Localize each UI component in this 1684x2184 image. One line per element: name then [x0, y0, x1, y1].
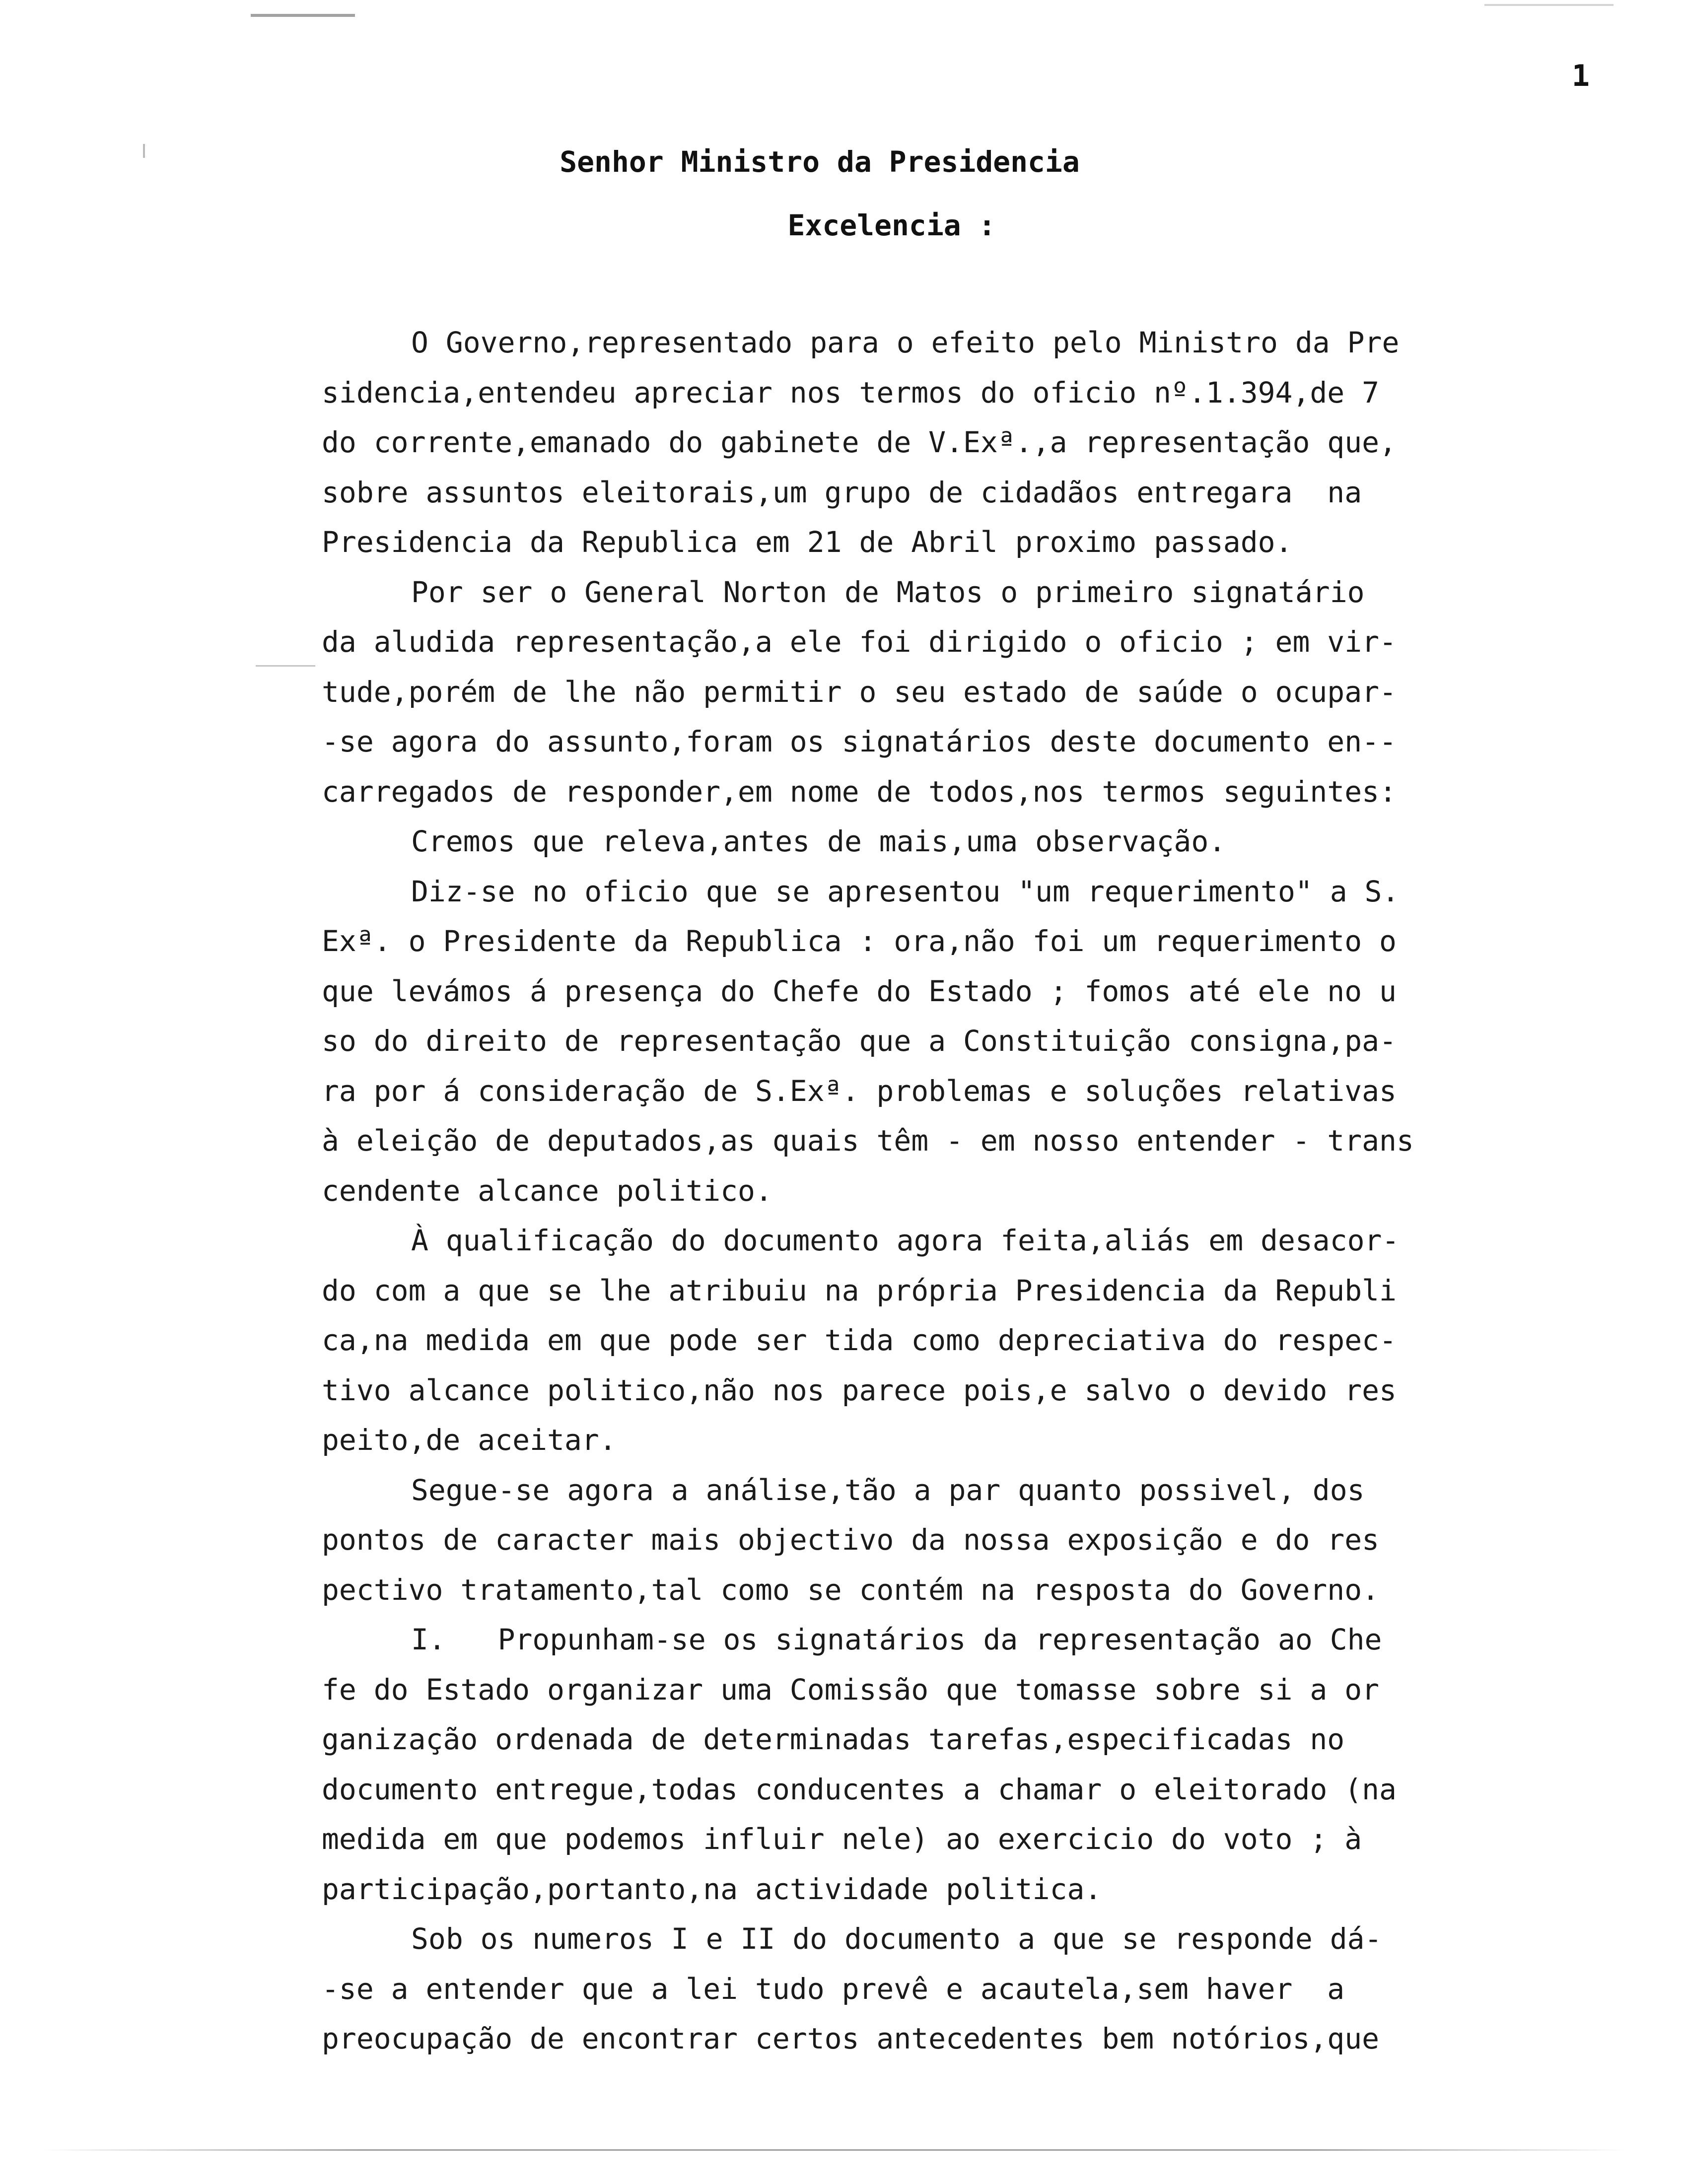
body-line: I. Propunham-se os signatários da representação ao Che	[411, 1623, 1382, 1656]
body-line: preocupação de encontrar certos antecedentes bem notórios,que	[322, 2022, 1380, 2055]
body-line: participação,portanto,na actividade politica.	[322, 1872, 1102, 1906]
scan-artifact-left-dash	[256, 665, 315, 667]
body-line: Sob os numeros I e II do documento a que se responde dá-	[411, 1922, 1382, 1956]
body-line: sobre assuntos eleitorais,um grupo de cidadãos entregara na	[322, 475, 1362, 509]
body-line: -se a entender que a lei tudo prevê e acautela,sem haver a	[322, 1972, 1345, 2006]
scan-artifact-top-left	[251, 14, 355, 17]
body-line: do com a que se lhe atribuiu na própria Presidencia da Republi	[322, 1273, 1397, 1307]
body-line: Cremos que releva,antes de mais,uma observação.	[411, 824, 1226, 858]
body-line: medida em que podemos influir nele) ao exercicio do voto ; à	[322, 1822, 1362, 1856]
page-number: 1	[1571, 59, 1590, 93]
salutation-greeting: Excelencia :	[787, 208, 996, 242]
scan-bottom-edge	[40, 2149, 1628, 2151]
body-line: fe do Estado organizar uma Comissão que tomasse sobre si a or	[322, 1672, 1380, 1706]
body-line: Diz-se no oficio que se apresentou "um requerimento" a S.	[411, 874, 1400, 908]
body-line: Presidencia da Republica em 21 de Abril proximo passado.	[322, 525, 1293, 559]
body-line: cendente alcance politico.	[322, 1173, 772, 1208]
body-line: -se agora do assunto,foram os signatários deste documento en--	[322, 725, 1397, 758]
body-line: do corrente,emanado do gabinete de V.Exª.,a representação que,	[322, 425, 1397, 459]
scan-artifact-top-right	[1484, 4, 1614, 6]
body-line: ra por á consideração de S.Exª. problemas e soluções relativas	[322, 1074, 1397, 1108]
body-line: tivo alcance politico,não nos parece pois,e salvo o devido res	[322, 1373, 1397, 1407]
body-line: peito,de aceitar.	[322, 1423, 617, 1457]
body-line: tude,porém de lhe não permitir o seu estado de saúde o ocupar-	[322, 675, 1397, 709]
body-line: Exª. o Presidente da Republica : ora,não foi um requerimento o	[322, 924, 1397, 958]
body-line: ganização ordenada de determinadas tarefas,especificadas no	[322, 1722, 1345, 1756]
body-line: que levámos á presença do Chefe do Estado ; fomos até ele no u	[322, 974, 1397, 1008]
body-line: sidencia,entendeu apreciar nos termos do oficio nº.1.394,de 7	[322, 375, 1380, 410]
body-line: documento entregue,todas conducentes a chamar o eleitorado (na	[322, 1772, 1397, 1806]
body-line: da aludida representação,a ele foi dirigido o oficio ; em vir-	[322, 625, 1397, 659]
body-line: pectivo tratamento,tal como se contém na resposta do Governo.	[322, 1572, 1380, 1607]
salutation-title: Senhor Ministro da Presidencia	[560, 145, 1080, 179]
body-line: À qualificação do documento agora feita,aliás em desacor-	[411, 1224, 1400, 1257]
body-line: ca,na medida em que pode ser tida como depreciativa do respec-	[322, 1323, 1397, 1357]
body-line: à eleição de deputados,as quais têm - em nosso entender - trans	[322, 1124, 1414, 1158]
body-line: O Governo,representado para o efeito pelo Ministro da Pre	[411, 326, 1400, 359]
body-line: carregados de responder,em nome de todos,nos termos seguintes:	[322, 774, 1397, 809]
letter-body	[322, 318, 1553, 2064]
body-line: pontos de caracter mais objectivo da nossa exposição e do res	[322, 1523, 1380, 1557]
body-line: Por ser o General Norton de Matos o primeiro signatário	[411, 575, 1365, 609]
body-line: so do direito de representação que a Constituição consigna,pa-	[322, 1024, 1397, 1058]
body-line: Segue-se agora a análise,tão a par quanto possivel, dos	[411, 1473, 1365, 1507]
